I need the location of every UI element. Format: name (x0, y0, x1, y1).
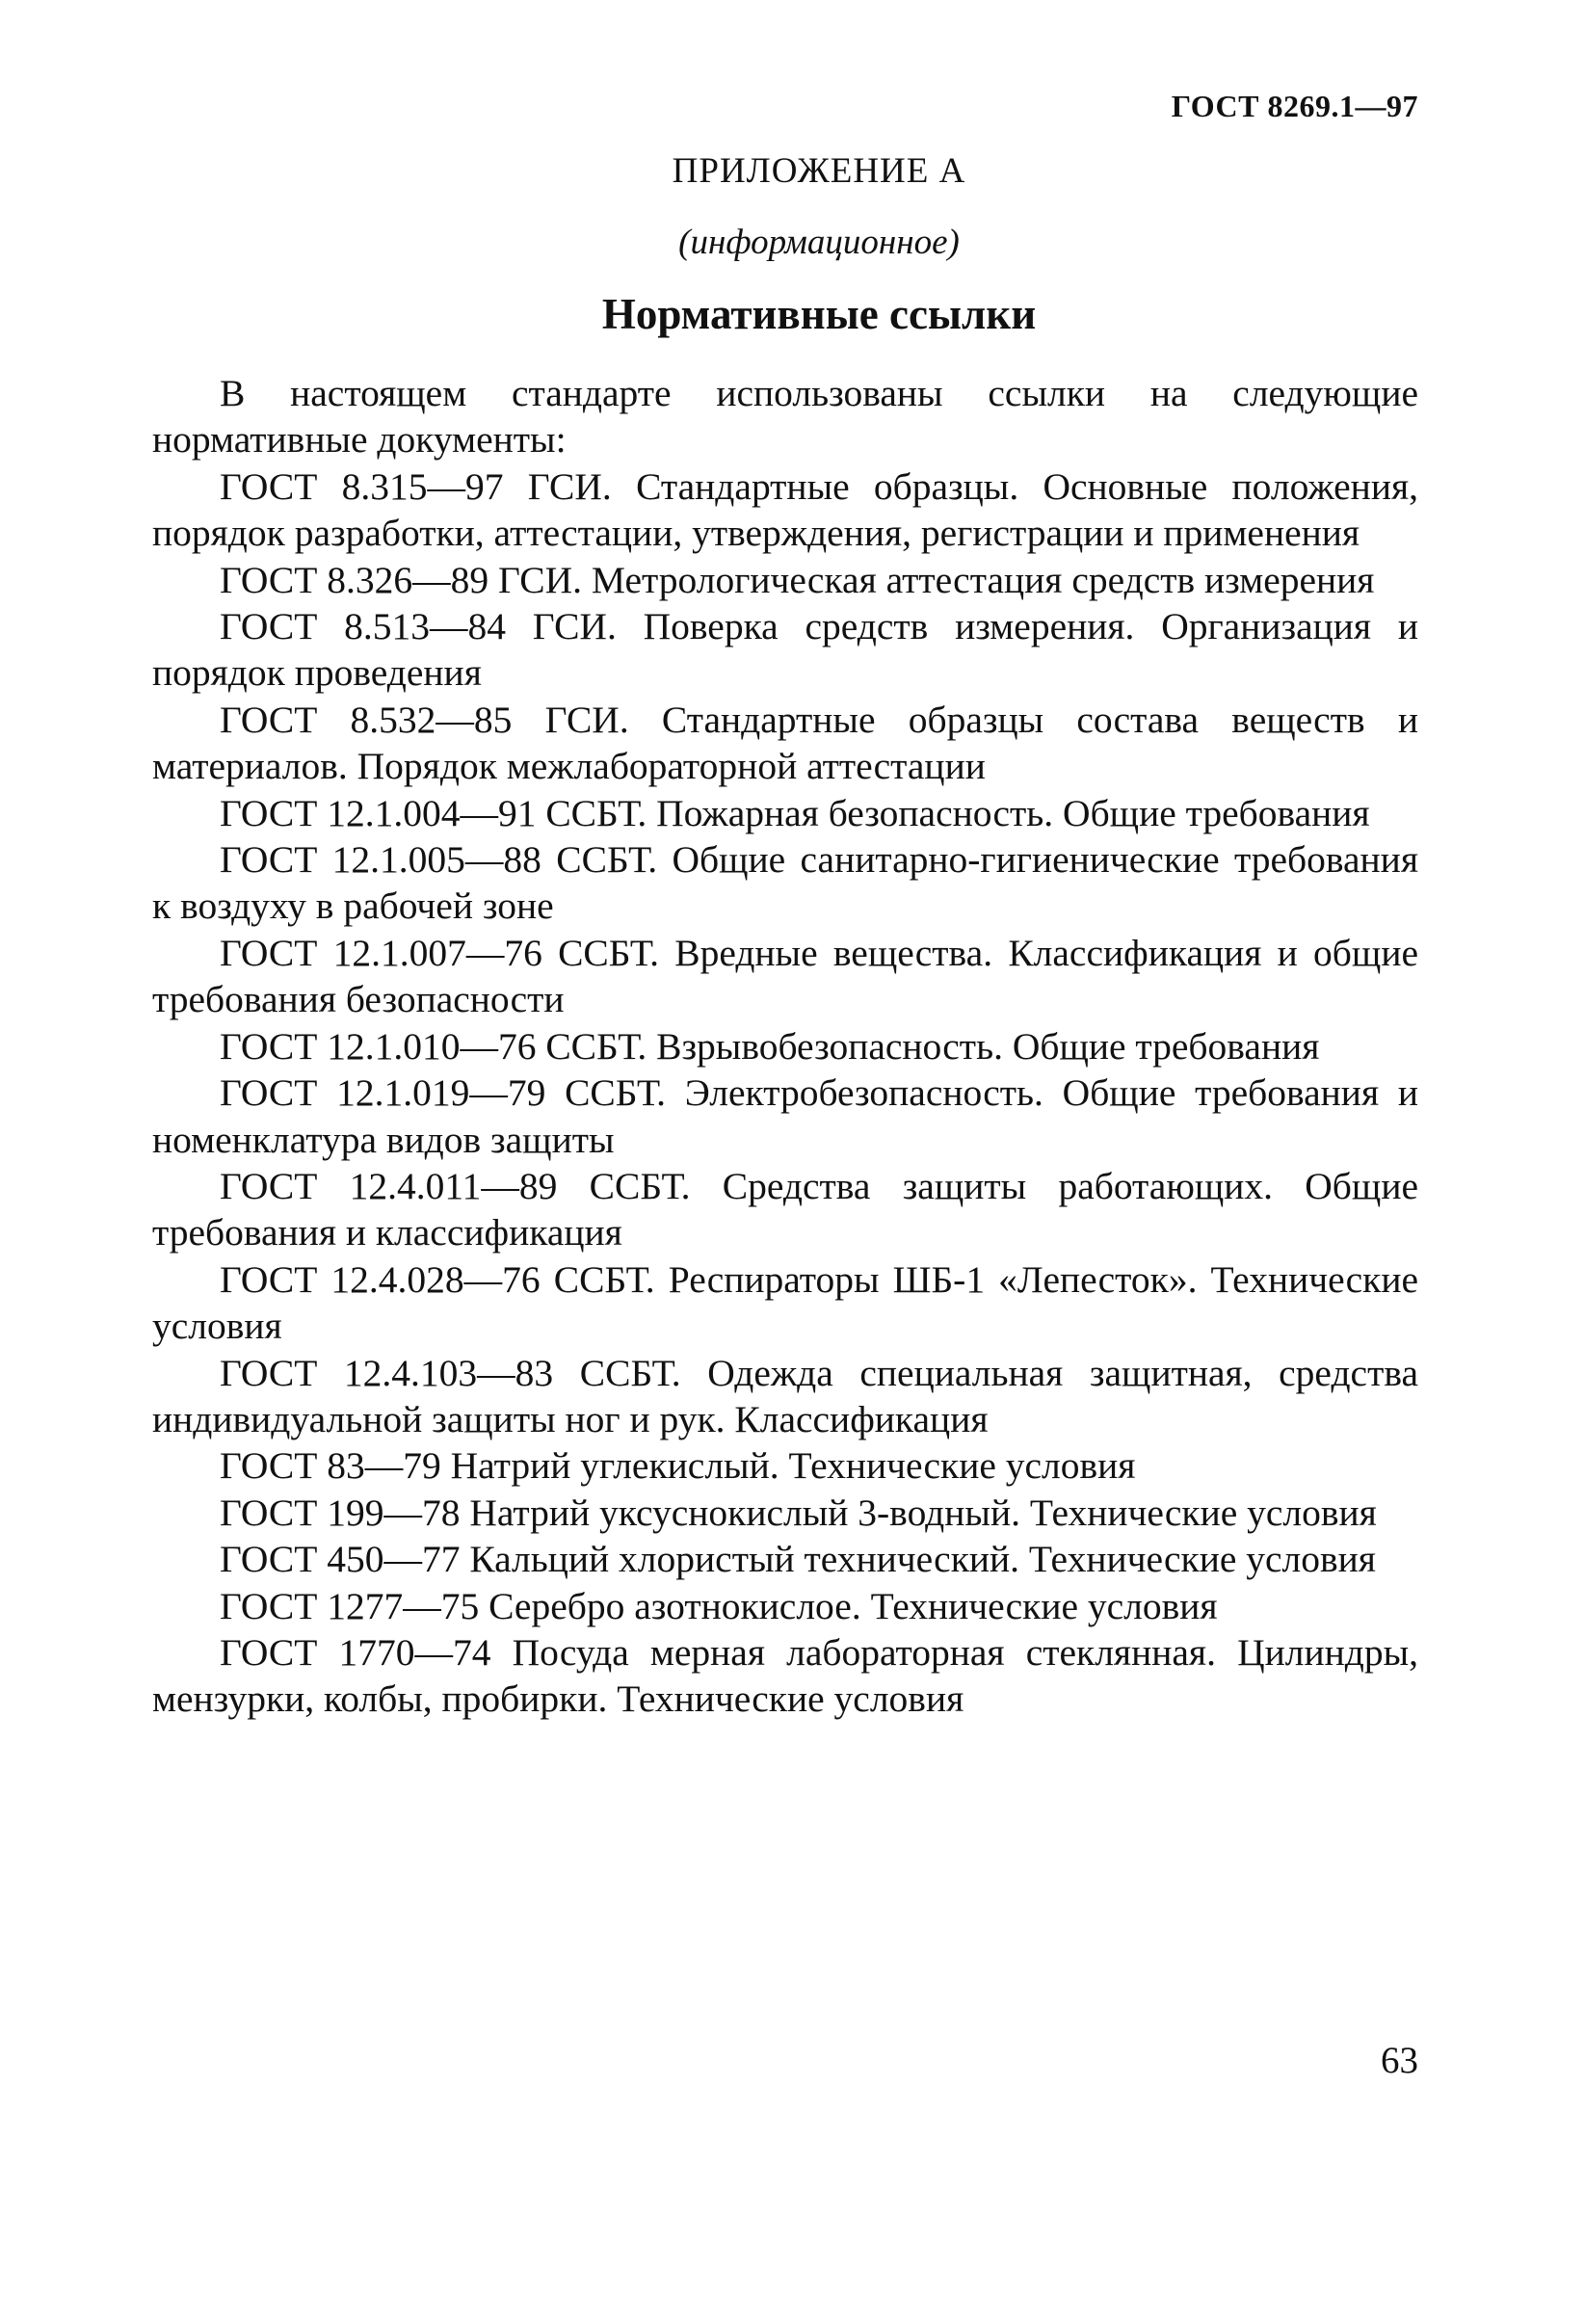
section-title: Нормативные ссылки (601, 290, 1037, 338)
reference-item: ГОСТ 12.1.007—76 ССБТ. Вредные вещества. Классификация и общие требования безопасности (152, 931, 1418, 1021)
reference-item: ГОСТ 12.1.010—76 ССБТ. Взрывобезопасность. Общие требования (220, 1024, 1320, 1068)
reference-item: ГОСТ 1277—75 Серебро азотнокислое. Технические условия (220, 1584, 1218, 1627)
reference-item: ГОСТ 12.4.028—76 ССБТ. Респираторы ШБ-1 «Лепесток». Технические условия (152, 1257, 1418, 1348)
reference-item: ГОСТ 12.1.004—91 ССБТ. Пожарная безопасность. Общие требования (220, 791, 1370, 834)
reference-item: ГОСТ 12.1.005—88 ССБТ. Общие санитарно-гигиенические требования к воздуху в рабочей зоне (152, 838, 1418, 928)
reference-item: ГОСТ 12.4.103—83 ССБТ. Одежда специальная защитная, средства индивидуальной защиты ног и рук. Классификация (152, 1351, 1418, 1440)
reference-item: ГОСТ 8.532—85 ГСИ. Стандартные образцы состава веществ и материалов. Порядок межлабораторной аттестации (152, 698, 1418, 788)
reference-item: ГОСТ 12.1.019—79 ССБТ. Электробезопасность. Общие требования и номенклатура видов защиты (152, 1071, 1418, 1161)
appendix-title: ПРИЛОЖЕНИЕ А (672, 151, 966, 191)
reference-item: ГОСТ 199—78 Натрий уксуснокислый 3-водный. Технические условия (220, 1491, 1377, 1534)
document-code: ГОСТ 8269.1—97 (1171, 89, 1418, 123)
reference-item: ГОСТ 8.513—84 ГСИ. Поверка средств измерения. Организация и порядок проведения (152, 605, 1418, 695)
reference-item: ГОСТ 83—79 Натрий углекислый. Технические условия (220, 1444, 1136, 1488)
reference-item: ГОСТ 450—77 Кальций хлористый технический. Технические условия (220, 1538, 1376, 1581)
appendix-type: (информационное) (678, 223, 960, 262)
reference-item: ГОСТ 8.326—89 ГСИ. Метрологическая аттестация средств измерения (220, 558, 1375, 601)
reference-item: ГОСТ 1770—74 Посуда мерная лабораторная стеклянная. Цилиндры, мензурки, колбы, пробирки. Технические условия (152, 1630, 1418, 1721)
page-number: 63 (1381, 2040, 1418, 2081)
references-list (152, 370, 1418, 1723)
reference-item: ГОСТ 8.315—97 ГСИ. Стандартные образцы. Основные положения, порядок разработки, аттестации, утверждения, регистрации и применения (152, 464, 1418, 555)
intro-paragraph: В настоящем стандарте использованы ссылки на следующие нормативные документы: (152, 372, 1418, 462)
reference-item: ГОСТ 12.4.011—89 ССБТ. Средства защиты работающих. Общие требования и классификация (152, 1164, 1418, 1254)
